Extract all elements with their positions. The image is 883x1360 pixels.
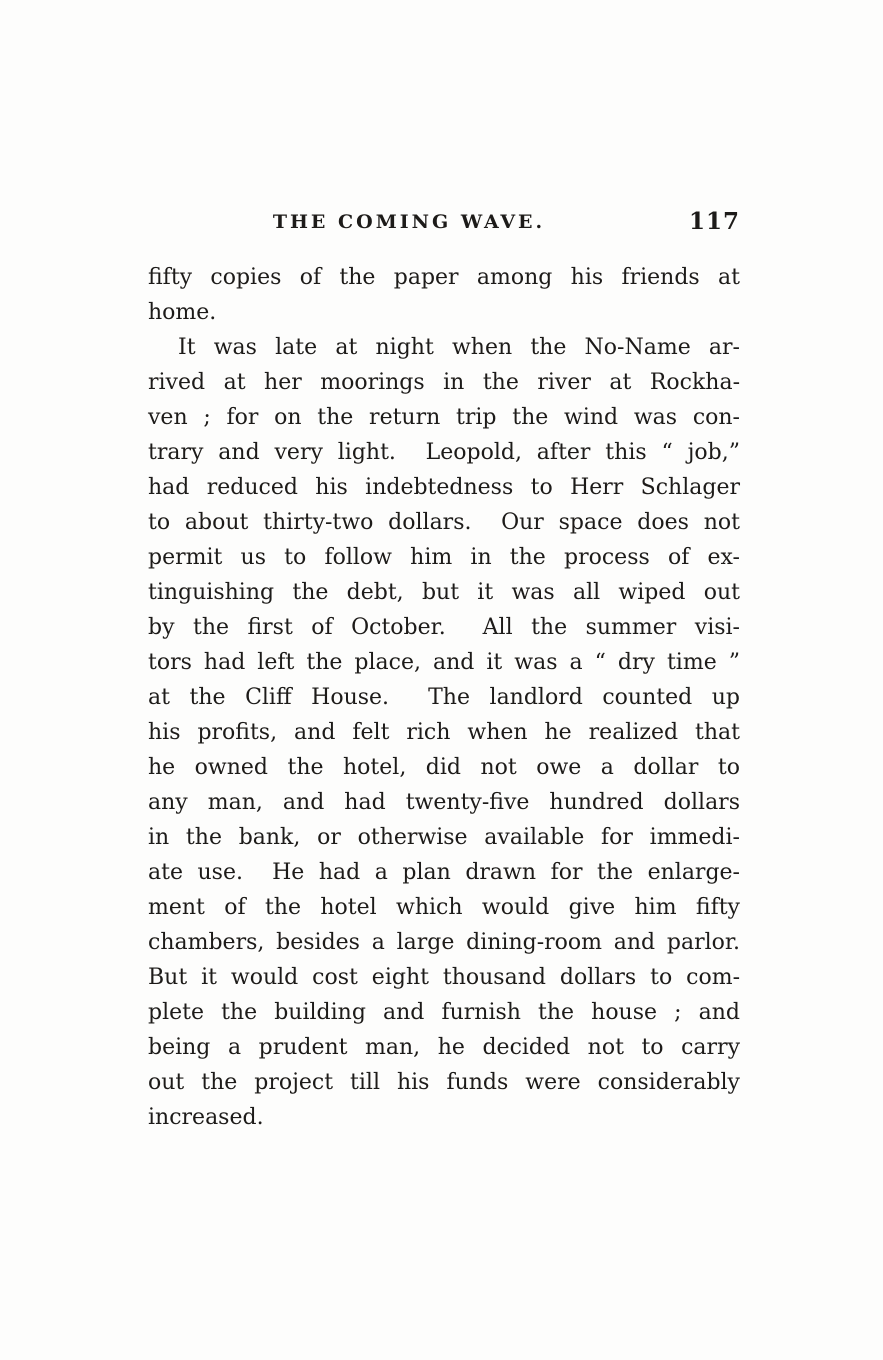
- text-line: home.: [148, 300, 217, 325]
- text-line: in the bank, or otherwise available for immedi-: [148, 825, 740, 850]
- text-line: plete the building and furnish the house ; and: [148, 1000, 740, 1025]
- text-line: rived at her moorings in the river at Rockha-: [148, 370, 740, 395]
- text-body: [148, 260, 740, 1135]
- text-line: out the project till his funds were considerably: [148, 1070, 740, 1095]
- text-line: to about thirty-two dollars. Our space does not: [148, 510, 740, 535]
- running-head: [148, 208, 740, 238]
- text-line: permit us to follow him in the process of ex-: [148, 545, 740, 570]
- text-line: tors had left the place, and it was a “ dry time ”: [148, 650, 740, 675]
- text-line: at the Cliff House. The landlord counted up: [148, 685, 740, 710]
- text-line: had reduced his indebtedness to Herr Schlager: [148, 475, 740, 500]
- text-line: increased.: [148, 1105, 264, 1130]
- page-number: 117: [688, 208, 740, 235]
- text-line: It was late at night when the No-Name ar-: [178, 335, 740, 360]
- text-line: his profits, and felt rich when he realized that: [148, 720, 740, 745]
- text-line: But it would cost eight thousand dollars to com-: [148, 965, 740, 990]
- text-line: by the first of October. All the summer visi-: [148, 615, 740, 640]
- text-line: tinguishing the debt, but it was all wiped out: [148, 580, 740, 605]
- text-line: chambers, besides a large dining-room and parlor.: [148, 930, 740, 955]
- text-line: ven ; for on the return trip the wind was con-: [148, 405, 740, 430]
- running-title: THE COMING WAVE.: [272, 211, 546, 233]
- text-line: any man, and had twenty-five hundred dollars: [148, 790, 740, 815]
- text-line: trary and very light. Leopold, after this “ job,”: [148, 440, 740, 465]
- text-column: [148, 208, 740, 1135]
- text-line: ate use. He had a plan drawn for the enlarge-: [148, 860, 740, 885]
- text-line: he owned the hotel, did not owe a dollar to: [148, 755, 740, 780]
- text-line: fifty copies of the paper among his friends at: [148, 265, 740, 290]
- text-line: ment of the hotel which would give him fifty: [148, 895, 740, 920]
- text-line: being a prudent man, he decided not to carry: [148, 1035, 740, 1060]
